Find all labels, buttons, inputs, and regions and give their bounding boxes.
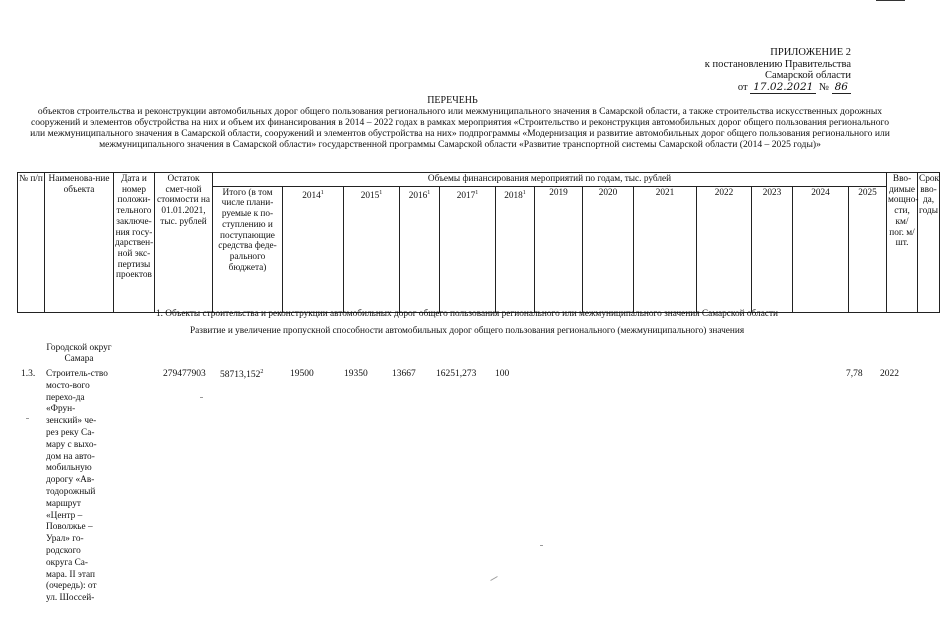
header-year: 2024 xyxy=(793,186,849,312)
header-year: 2017$^1$ xyxy=(440,186,496,312)
scan-speck xyxy=(200,397,203,398)
date-prefix: от xyxy=(737,81,748,93)
header-year: 2025 xyxy=(849,186,887,312)
header-total: Итого (в том числе плани-руемые к по-ступлению и поступающие средства феде-рального бюджета) xyxy=(213,186,283,312)
header-year: 2020 xyxy=(583,186,634,312)
row-2016: 13667 xyxy=(392,369,416,379)
appendix-line1: ПРИЛОЖЕНИЕ 2 xyxy=(770,47,851,58)
appendix-header xyxy=(651,47,851,93)
row-2014: 19500 xyxy=(290,369,314,379)
row-power: 7,78 xyxy=(846,369,863,379)
header-term: Срок вво-да, годы xyxy=(918,173,940,313)
number-handwritten: 86 xyxy=(832,81,851,94)
header-expertise: Дата и номер положи-тельного заключе-ния госу-дарствен-ной экс-пертизы проектов xyxy=(114,173,155,313)
row-2017: 16251,273 xyxy=(436,369,477,379)
row-2015: 19350 xyxy=(344,369,368,379)
financing-table xyxy=(17,172,940,313)
row-rest: 279477903 xyxy=(163,369,206,379)
header-year: 2018$^1$ xyxy=(496,186,535,312)
scan-speck xyxy=(490,576,497,581)
appendix-line3: Самарской области xyxy=(765,70,851,81)
date-handwritten: 17.02.2021 xyxy=(750,81,816,94)
header-financing: Объемы финансирования мероприятий по годам, тыс. рублей xyxy=(213,173,887,187)
city-label: Городской округ Самара xyxy=(46,343,112,364)
top-edge-line xyxy=(876,0,905,1)
header-year: 2019 xyxy=(535,186,583,312)
header-year: 2022 xyxy=(697,186,752,312)
scan-speck xyxy=(540,545,543,546)
header-year: 2023 xyxy=(752,186,793,312)
header-num: № п/п xyxy=(18,173,45,313)
section-heading-2: Развитие и увеличение пропускной способности автомобильных дорог общего пользования регионального (межмуниципального) значения xyxy=(190,326,745,336)
document-title: ПЕРЕЧЕНЬ xyxy=(427,95,478,106)
header-year: 2014$^1$ xyxy=(283,186,344,312)
section-heading-1: 1. Объекты строительства и реконструкции автомобильных дорог общего пользования регионального или межмуниципального значения Самарской области xyxy=(156,309,778,319)
document-intro: объектов строительства и реконструкции автомобильных дорог общего пользования регионального или межмуниципального значения в Самарской области, а также строительства искусственных дорожных сооружений и элементов обустройства на них и объем их финансирования в 2014 – 2022 годах в рамках мероприятия «Строительство и реконструкция автомобильных дорог общего пользования регионального или межмуниципального значения в Самарской области, сооружений и элементов обустройства на них» подпрограммы «Модернизация и развитие автомобильных дорог общего пользования регионального или межмуниципального значения в Самарской области» государственной программы Самарской области «Развитие транспортной системы Самарской области (2014 – 2025 годы)» xyxy=(30,106,890,150)
header-name: Наименова-ние объекта xyxy=(45,173,114,313)
header-power: Вво-димые мощно-сти, км/ пог. м/шт. xyxy=(887,173,918,313)
row-term: 2022 xyxy=(880,369,899,379)
appendix-line2: к постановлению Правительства xyxy=(704,58,851,70)
number-sign: № xyxy=(818,81,829,93)
header-year: 2016$^1$ xyxy=(400,186,440,312)
row-2018: 100 xyxy=(495,369,510,379)
row-number: 1.3. xyxy=(21,369,36,379)
row-description: Строитель-ство мосто-вого перехо-да «Фрун-зенский» че-рез реку Са-мару с выхо-дом на авто-мобильную дорогу «Ав-тодорожный маршрут «Центр – Поволжье – Урал» го-родского округа Са-мара. II этап (очередь): от ул. Шоссей- xyxy=(46,369,108,604)
appendix-date-line xyxy=(651,82,851,94)
header-year: 2015$^1$ xyxy=(344,186,400,312)
row-total: 58713,152$^2$ xyxy=(220,369,264,381)
header-year: 2021 xyxy=(634,186,697,312)
scan-speck xyxy=(26,418,29,419)
header-rest: Остаток смет-ной стоимости на 01.01.2021, тыс. рублей xyxy=(155,173,213,313)
